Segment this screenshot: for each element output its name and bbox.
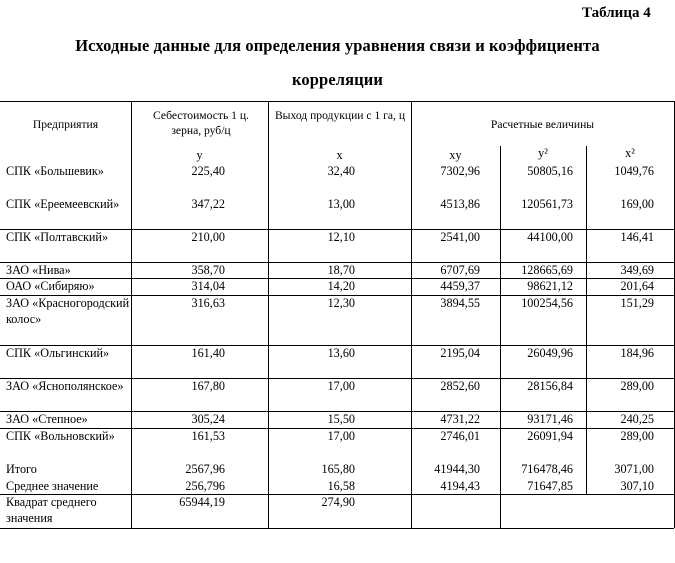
row-value-x2: 3071,00 <box>614 462 654 476</box>
row-value-x2: 151,29 <box>620 296 654 310</box>
row-value-xy: 2541,00 <box>440 230 480 244</box>
row-value-x: 17,00 <box>327 379 355 393</box>
row-value-x: 12,10 <box>327 230 355 244</box>
table-rule-horizontal <box>0 428 131 429</box>
row-value-y: 167,80 <box>191 379 225 393</box>
row-enterprise-name: СПК «Большевик» <box>6 164 104 178</box>
row-value-y2: 50805,16 <box>527 164 573 178</box>
row-value-xy: 4731,22 <box>440 412 480 426</box>
row-value-x2: 1049,76 <box>614 164 654 178</box>
row-value-x2: 184,96 <box>620 346 654 360</box>
row-value-x: 13,60 <box>327 346 355 360</box>
row-enterprise-name: ОАО «Сибиряю» <box>6 279 95 293</box>
table-rule-horizontal <box>0 528 674 529</box>
row-enterprise-name: СПК «Ольгинский» <box>6 346 110 360</box>
table-rule-horizontal <box>0 345 131 346</box>
row-value-y: 210,00 <box>191 230 225 244</box>
row-value-xy: 3894,55 <box>440 296 480 310</box>
row-value-x: 17,00 <box>327 429 355 443</box>
row-value-x2: 289,00 <box>620 379 654 393</box>
table-rule-horizontal <box>0 101 674 102</box>
row-value-x2: 307,10 <box>620 479 654 493</box>
header-cost: Себестоимость 1 ц. зерна, руб/ц <box>153 109 249 137</box>
row-value-y2: 93171,46 <box>527 412 573 426</box>
table-rule-horizontal <box>131 345 674 346</box>
header-calc: Расчетные величины <box>490 118 595 131</box>
row-value-y: 65944,19 <box>179 495 225 509</box>
row-enterprise-name: СПК «Ереемеевский» <box>6 197 120 211</box>
table-rule-horizontal <box>131 278 674 279</box>
row-value-y2: 44100,00 <box>527 230 573 244</box>
row-value-y: 347,22 <box>191 197 225 211</box>
row-value-y2: 26091,94 <box>527 429 573 443</box>
row-value-y: 314,04 <box>191 279 225 293</box>
table-title-line-1: Исходные данные для определения уравнения связи и коэффициента <box>75 36 600 55</box>
header-enterprises: Предприятия <box>32 118 99 131</box>
row-value-xy: 4459,37 <box>440 279 480 293</box>
row-enterprise-name: ЗАО «Нива» <box>6 263 71 277</box>
row-value-y2: 71647,85 <box>527 479 573 493</box>
row-value-x: 16,58 <box>327 479 355 493</box>
row-value-x2: 201,64 <box>620 279 654 293</box>
row-enterprise-name: Среднее значение <box>6 479 99 493</box>
row-value-xy: 7302,96 <box>440 164 480 178</box>
header-sym-x: x <box>336 148 343 162</box>
table-rule-horizontal <box>131 295 674 296</box>
row-enterprise-name: Итого <box>6 462 37 476</box>
row-value-x: 12,30 <box>327 296 355 310</box>
table-rule-horizontal <box>0 229 131 230</box>
table-rule-horizontal <box>0 278 131 279</box>
row-value-xy: 2746,01 <box>440 429 480 443</box>
table-rule-horizontal <box>131 411 674 412</box>
table-rule-horizontal <box>0 262 131 263</box>
row-value-y2: 716478,46 <box>521 462 573 476</box>
row-value-x2: 240,25 <box>620 412 654 426</box>
row-value-xy: 41944,30 <box>434 462 480 476</box>
row-value-x: 165,80 <box>321 462 355 476</box>
table-title-line-2: корреляции <box>292 70 383 89</box>
row-value-y: 161,40 <box>191 346 225 360</box>
table-rule-horizontal <box>0 494 674 495</box>
table-rule-horizontal <box>0 411 131 412</box>
table-label: Таблица 4 <box>582 5 651 21</box>
table-rule-horizontal <box>131 229 674 230</box>
row-value-y2: 128665,69 <box>521 263 573 277</box>
header-sym-y2: y² <box>538 146 548 160</box>
table-rule-horizontal <box>0 378 131 379</box>
row-enterprise-name: ЗАО «Красногородский колос» <box>6 296 130 326</box>
table-rule-horizontal <box>0 295 131 296</box>
row-enterprise-name: СПК «Полтавский» <box>6 230 109 244</box>
row-value-y2: 26049,96 <box>527 346 573 360</box>
row-value-x: 32,40 <box>327 164 355 178</box>
row-value-x2: 349,69 <box>620 263 654 277</box>
row-value-xy: 6707,69 <box>440 263 480 277</box>
row-value-xy: 4194,43 <box>440 479 480 493</box>
row-value-x: 18,70 <box>327 263 355 277</box>
row-enterprise-name: ЗАО «Яснополянское» <box>6 379 124 393</box>
row-value-y2: 100254,56 <box>521 296 573 310</box>
row-value-y: 225,40 <box>191 164 225 178</box>
row-value-y2: 98621,12 <box>527 279 573 293</box>
row-value-x: 14,20 <box>327 279 355 293</box>
row-value-y: 316,63 <box>191 296 225 310</box>
table-rule-horizontal <box>131 262 674 263</box>
row-value-y: 2567,96 <box>185 462 225 476</box>
table-rule-horizontal <box>131 428 674 429</box>
row-enterprise-name: Квадрат среднего значения <box>6 495 97 525</box>
row-enterprise-name: ЗАО «Степное» <box>6 412 88 426</box>
row-value-x: 274,90 <box>321 495 355 509</box>
row-value-y: 358,70 <box>191 263 225 277</box>
table-rule-vertical <box>500 146 501 528</box>
table-rule-horizontal <box>131 378 674 379</box>
row-enterprise-name: СПК «Вольновский» <box>6 429 115 443</box>
table-rule-vertical <box>586 146 587 494</box>
row-value-xy: 2852,60 <box>440 379 480 393</box>
row-value-x2: 146,41 <box>620 230 654 244</box>
table-rule-vertical <box>411 101 412 528</box>
header-sym-x2: x² <box>625 146 635 160</box>
row-value-y: 305,24 <box>191 412 225 426</box>
row-value-y2: 28156,84 <box>527 379 573 393</box>
header-sym-xy: xy <box>449 148 462 162</box>
table-rule-vertical <box>268 101 269 528</box>
row-value-y2: 120561,73 <box>521 197 573 211</box>
header-yield: Выход продукции с 1 га, ц <box>274 109 406 122</box>
row-value-xy: 2195,04 <box>440 346 480 360</box>
row-value-y: 161,53 <box>191 429 225 443</box>
row-value-x: 13,00 <box>327 197 355 211</box>
row-value-xy: 4513,86 <box>440 197 480 211</box>
row-value-x2: 289,00 <box>620 429 654 443</box>
header-sym-y: y <box>196 148 203 162</box>
row-value-x2: 169,00 <box>620 197 654 211</box>
row-value-x: 15,50 <box>327 412 355 426</box>
row-value-y: 256,796 <box>185 479 225 493</box>
table-rule-vertical <box>131 101 132 528</box>
